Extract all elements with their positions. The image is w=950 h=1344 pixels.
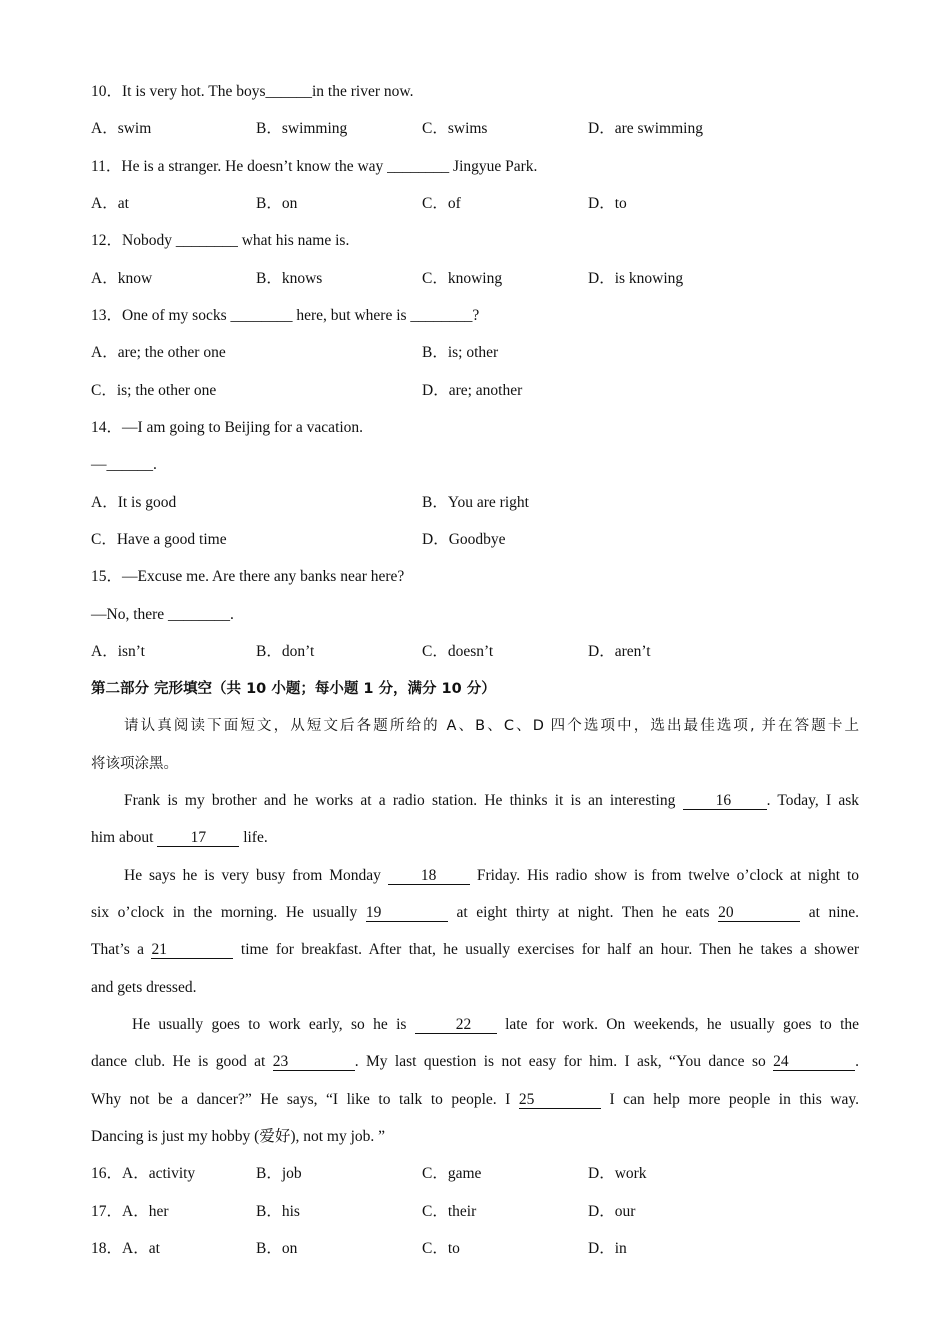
q17-option-a: 17．A．her — [91, 1203, 169, 1220]
passage-text: . My last question is not easy for him. I ask, “You dance so — [354, 1053, 766, 1070]
section-2-instruction-line-1: 请认真阅读下面短文，从短文后各题所给的 A、B、C、D 四个选项中，选出最佳选项, 并在答题卡上 — [124, 718, 859, 734]
blank-22: 22 — [415, 1017, 497, 1034]
passage-line-9 — [91, 1090, 859, 1110]
blank-18: 18 — [388, 868, 470, 885]
q17-option-b: B．his — [256, 1203, 300, 1220]
q18-option-c: C．to — [422, 1240, 460, 1257]
q18-option-b: B．on — [256, 1240, 298, 1257]
passage-text: at nine. — [808, 904, 860, 921]
q12-option-a: A．know — [91, 270, 153, 287]
q15-option-a: A．isn’t — [91, 643, 145, 660]
section-2-instruction-line-2: 将该项涂黑。 — [91, 756, 178, 772]
blank-24: 24 — [773, 1054, 855, 1071]
q13-option-b: B．is; other — [422, 344, 499, 361]
q13-option-c: C．is; the other one — [91, 382, 217, 399]
question-15-stem: 15．—Excuse me. Are there any banks near here? — [91, 568, 405, 585]
passage-line-2 — [91, 828, 268, 848]
passage-text: Frank is my brother and he works at a radio station. He thinks it is an interesting — [124, 792, 676, 809]
passage-text: Why not be a dancer?” He says, “I like to talk to people. I — [91, 1091, 511, 1108]
q11-option-b: B．on — [256, 195, 298, 212]
q14-option-d: D．Goodbye — [422, 531, 506, 548]
section-2-title: 第二部分 完形填空（共 10 小题；每小题 1 分，满分 10 分） — [91, 681, 496, 697]
passage-line-10: Dancing is just my hobby (爱好), not my job. ” — [91, 1128, 386, 1145]
passage-text: time for breakfast. After that, he usually exercises for half an hour. Then he takes a shower — [240, 941, 860, 958]
q12-option-c: C．knowing — [422, 270, 503, 287]
q14-option-b: B．You are right — [422, 494, 529, 511]
passage-text: late for work. On weekends, he usually goes to the — [505, 1016, 860, 1033]
passage-text: I can help more people in this way. — [609, 1091, 860, 1108]
q12-option-b: B．knows — [256, 270, 323, 287]
q18-option-d: D．in — [588, 1240, 627, 1257]
blank-23: 23 — [273, 1054, 355, 1071]
q11-option-d: D．to — [588, 195, 627, 212]
q15-option-b: B．don’t — [256, 643, 315, 660]
q16-option-a: 16．A．activity — [91, 1165, 196, 1182]
q10-option-d: D．are swimming — [588, 120, 703, 137]
passage-line-6: and gets dressed. — [91, 979, 197, 996]
passage-text: . Today, I ask — [766, 792, 859, 809]
q10-option-a: A．swim — [91, 120, 152, 137]
question-15-reply: —No, there ________. — [91, 606, 234, 623]
q13-option-a: A．are; the other one — [91, 344, 226, 361]
passage-text: . — [855, 1053, 860, 1070]
blank-17: 17 — [157, 830, 239, 847]
passage-text: six o’clock in the morning. He usually — [91, 904, 358, 921]
q15-option-c: C．doesn’t — [422, 643, 494, 660]
q11-option-c: C．of — [422, 195, 461, 212]
passage-line-7 — [91, 1015, 859, 1035]
q16-option-b: B．job — [256, 1165, 302, 1182]
q10-option-c: C．swims — [422, 120, 488, 137]
blank-21: 21 — [151, 942, 233, 959]
passage-text: life. — [243, 829, 268, 846]
passage-text: Friday. His radio show is from twelve o’clock at night to — [476, 867, 860, 884]
q18-option-a: 18．A．at — [91, 1240, 160, 1257]
q16-option-c: C．game — [422, 1165, 482, 1182]
question-11-stem: 11．He is a stranger. He doesn’t know the way ________ Jingyue Park. — [91, 158, 538, 175]
question-10-stem: 10．It is very hot. The boys______in the river now. — [91, 83, 414, 100]
question-13-stem: 13．One of my socks ________ here, but where is ________? — [91, 307, 480, 324]
blank-20: 20 — [718, 905, 800, 922]
passage-text: dance club. He is good at — [91, 1053, 266, 1070]
passage-text: at eight thirty at night. Then he eats — [456, 904, 710, 921]
blank-19: 19 — [366, 905, 448, 922]
passage-text: That’s a — [91, 941, 145, 958]
q16-option-d: D．work — [588, 1165, 647, 1182]
q10-option-b: B．swimming — [256, 120, 348, 137]
q17-option-d: D．our — [588, 1203, 636, 1220]
passage-text: He says he is very busy from Monday — [124, 867, 381, 884]
q17-option-c: C．their — [422, 1203, 477, 1220]
q14-option-a: A．It is good — [91, 494, 177, 511]
question-14-reply: —______. — [91, 456, 157, 473]
q15-option-d: D．aren’t — [588, 643, 651, 660]
passage-line-5 — [91, 940, 859, 960]
question-12-stem: 12．Nobody ________ what his name is. — [91, 232, 350, 249]
q14-option-c: C．Have a good time — [91, 531, 227, 548]
blank-16: 16 — [683, 793, 767, 810]
passage-text: him about — [91, 829, 154, 846]
blank-25: 25 — [519, 1092, 601, 1109]
passage-line-1 — [91, 791, 859, 811]
passage-line-4 — [91, 903, 859, 923]
passage-text: He usually goes to work early, so he is — [132, 1016, 407, 1033]
question-14-stem: 14．—I am going to Beijing for a vacation. — [91, 419, 364, 436]
q12-option-d: D．is knowing — [588, 270, 684, 287]
passage-line-3 — [91, 866, 859, 886]
q13-option-d: D．are; another — [422, 382, 523, 399]
passage-line-8 — [91, 1052, 859, 1072]
q11-option-a: A．at — [91, 195, 129, 212]
